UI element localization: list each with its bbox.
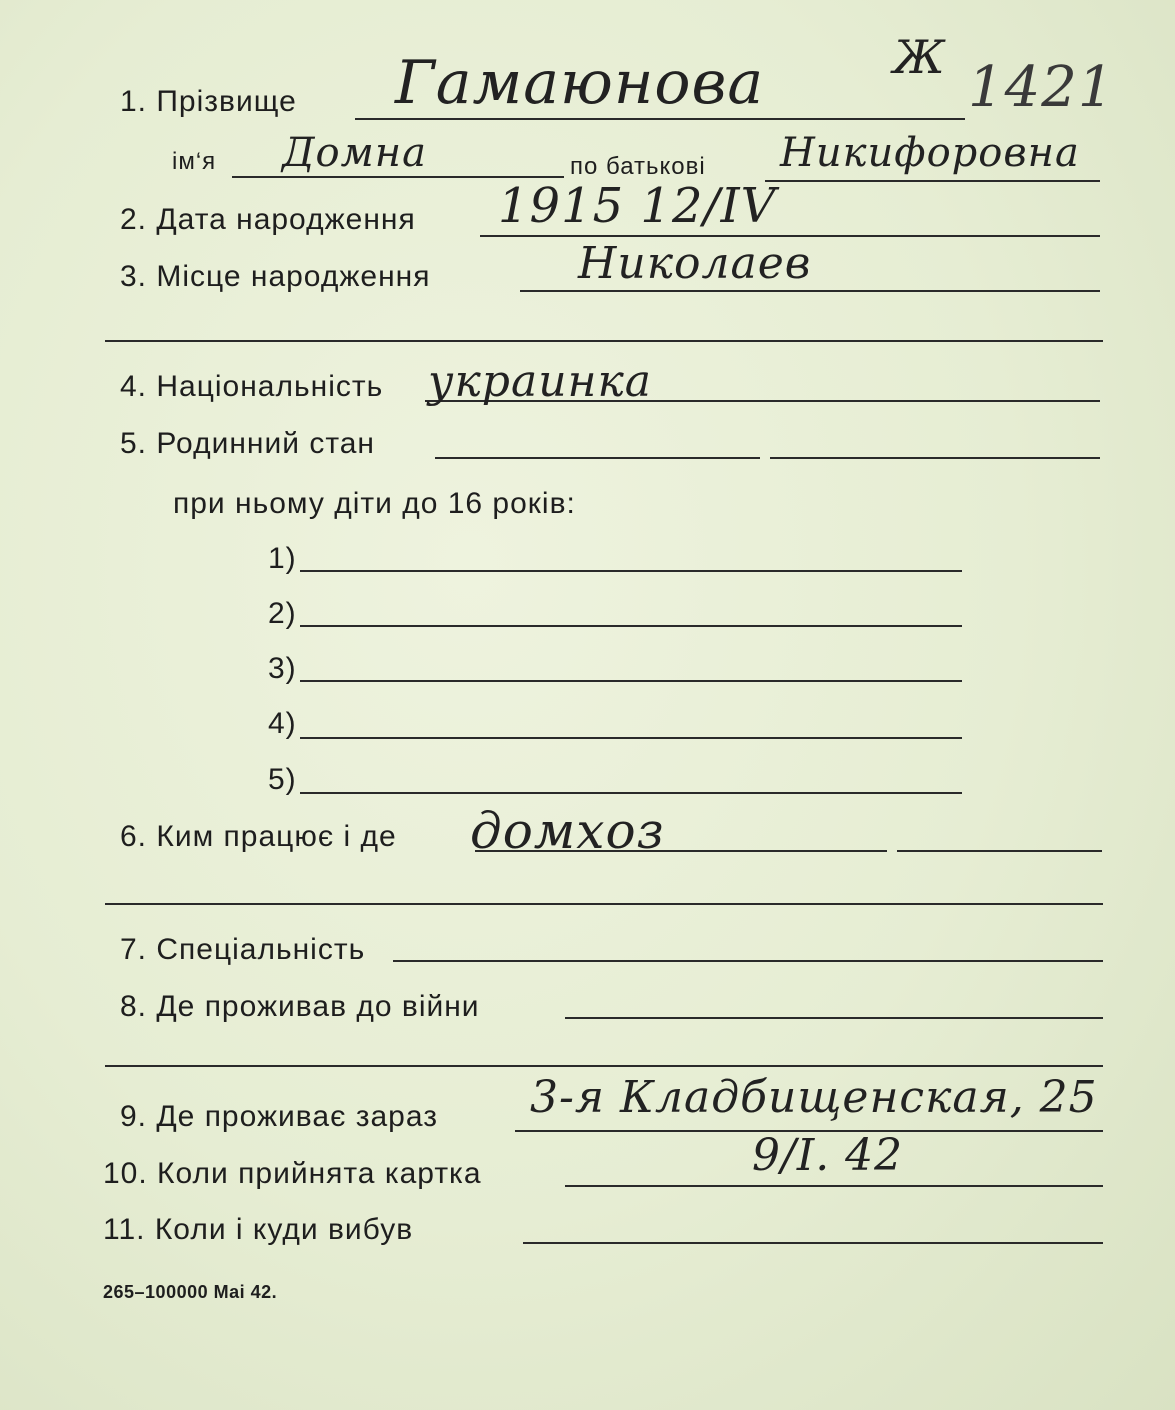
value-birth-place: Николаев (578, 238, 812, 289)
patronymic-line (765, 180, 1100, 182)
value-surname: Гамаюнова (395, 48, 765, 118)
birth-place-line (520, 290, 1100, 292)
child-2-label: 2) (268, 597, 297, 630)
label-specialty: 7. Спеціальність (120, 933, 366, 966)
value-nationality: украинка (428, 356, 653, 407)
label-patronymic: по батькові (570, 153, 706, 180)
marital-line-a (435, 457, 760, 459)
child-1-label: 1) (268, 542, 297, 575)
specialty-line (393, 960, 1103, 962)
marital-line-b (770, 457, 1100, 459)
child-5-label: 5) (268, 763, 297, 796)
work-line-b (897, 850, 1102, 852)
child-3-label: 3) (268, 652, 297, 685)
card-letter: Ж (893, 30, 946, 84)
child-5-line (300, 792, 962, 794)
prewar-line-2 (105, 1065, 1103, 1067)
card-number: 1421 (968, 55, 1115, 120)
surname-line (355, 118, 965, 120)
label-current-residence: 9. Де проживає зараз (120, 1100, 438, 1133)
label-birth-place: 3. Місце народження (120, 260, 431, 293)
child-1-line (300, 570, 962, 572)
children-heading: при ньому діти до 16 років: (173, 487, 576, 520)
departure-line (523, 1242, 1103, 1244)
birth-place-line-2 (105, 340, 1103, 342)
child-2-line (300, 625, 962, 627)
label-marital-status: 5. Родинний стан (120, 427, 375, 460)
label-departure: 11. Коли і куди вибув (103, 1213, 414, 1246)
label-work: 6. Ким працює і де (120, 820, 397, 853)
label-surname: 1. Прізвище (120, 85, 297, 118)
value-patronymic: Никифоровна (780, 130, 1080, 176)
label-nationality: 4. Національність (120, 370, 384, 403)
child-3-line (300, 680, 962, 682)
value-birth-date: 1915 12/IV (498, 178, 777, 234)
label-name: ім‘я (172, 148, 217, 175)
value-card-accepted: 9/I. 42 (752, 1130, 904, 1181)
label-card-accepted: 10. Коли прийнята картка (103, 1157, 482, 1190)
value-name: Домна (282, 130, 427, 176)
child-4-line (300, 737, 962, 739)
value-work: домхоз (470, 802, 665, 860)
label-prewar-residence: 8. Де проживав до війни (120, 990, 480, 1023)
child-4-label: 4) (268, 707, 297, 740)
birth-date-line (480, 235, 1100, 237)
card-accepted-line (565, 1185, 1103, 1187)
label-birth-date: 2. Дата народження (120, 203, 416, 236)
prewar-line (565, 1017, 1103, 1019)
work-line-2 (105, 903, 1103, 905)
print-code: 265–100000 Mai 42. (103, 1282, 278, 1302)
value-current-residence: 3-я Кладбищенская, 25 (530, 1072, 1098, 1123)
